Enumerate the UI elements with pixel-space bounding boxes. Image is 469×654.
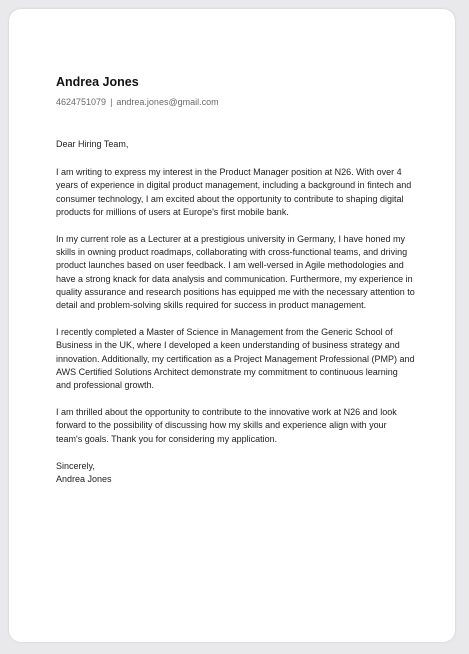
letter-page	[9, 9, 455, 642]
signoff	[56, 460, 415, 486]
greeting: Dear Hiring Team,	[56, 139, 129, 149]
phone-number: 4624751079	[56, 97, 107, 107]
contact-separator: |	[110, 97, 113, 107]
signature-name: Andrea Jones	[56, 473, 112, 484]
sender-name: Andrea Jones	[56, 75, 139, 89]
email-address: andrea.jones@gmail.com	[116, 97, 219, 107]
contact-line	[56, 96, 415, 108]
paragraph-closing: I am thrilled about the opportunity to contribute to the innovative work at N26 and look forward to the possibility of discussing how my skills and experience align with your team's goals. Thank you for considering my application.	[56, 407, 397, 444]
closing-phrase: Sincerely,	[56, 460, 95, 471]
letter-body	[56, 138, 415, 486]
paragraph-current-role: In my current role as a Lecturer at a prestigious university in Germany, I have honed my skills in owning product roadmaps, collaborating with cross-functional teams, and driving product launches based on user feedback. I am well-versed in Agile methodologies and have a strong knack for data analysis and communication. Furthermore, my experience in quality assurance and research positions has equipped me with the necessary attention to detail and problem-solving skills required for success in product management.	[56, 234, 415, 311]
paragraph-intro: I am writing to express my interest in the Product Manager position at N26. With over 4 years of experience in digital product management, including a background in fintech and consumer technology, I am excited about the opportunity to contribute to shaping digital products for millions of users at Europe's first mobile bank.	[56, 167, 412, 217]
paragraph-education: I recently completed a Master of Science in Management from the Generic School of Business in the UK, where I developed a keen understanding of business strategy and innovation. Additionally, my certification as a Project Management Professional (PMP) and AWS Certified Solutions Architect demonstrate my commitment to continuous learning and professional growth.	[56, 327, 415, 391]
